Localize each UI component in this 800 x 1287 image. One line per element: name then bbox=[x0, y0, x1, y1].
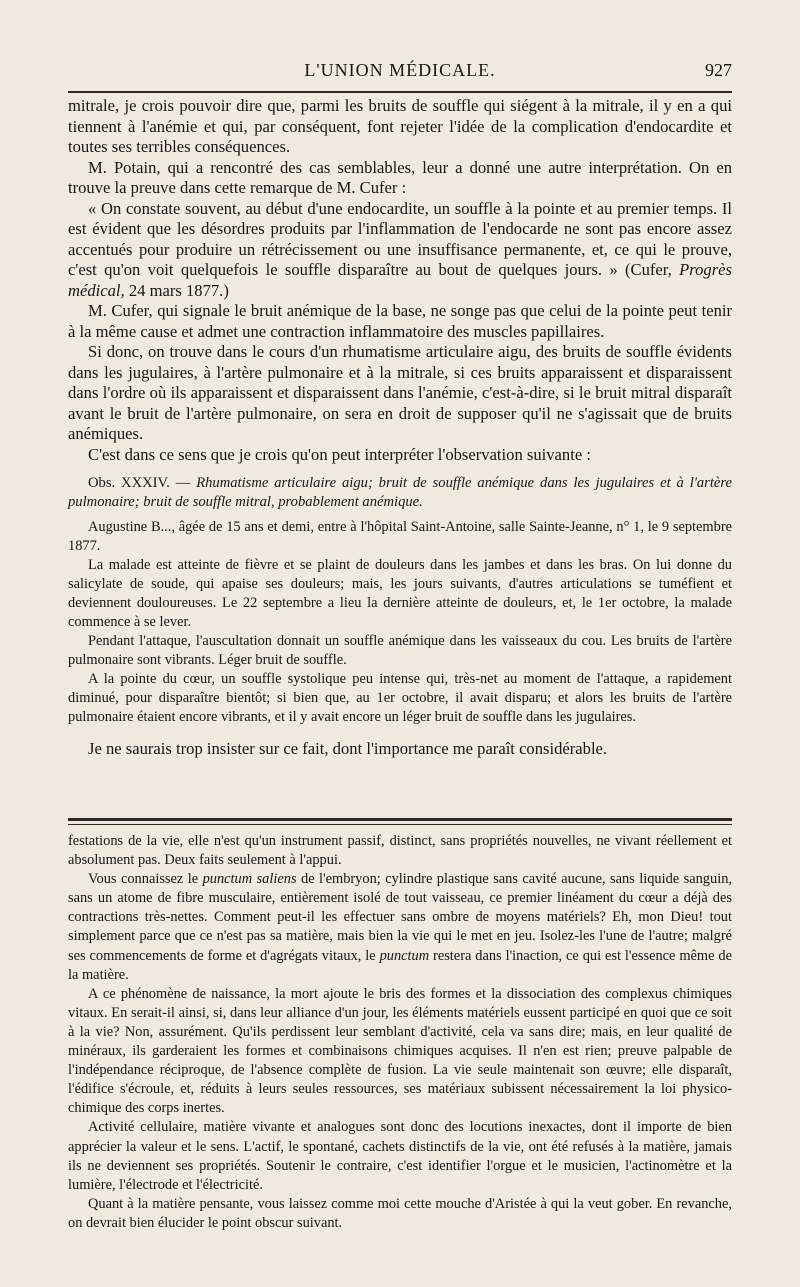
observation-label: Obs. XXXIV. — bbox=[88, 475, 197, 491]
case-report bbox=[68, 518, 732, 727]
header-rule bbox=[68, 91, 732, 93]
page-number: 927 bbox=[705, 60, 732, 80]
running-title: L'UNION MÉDICALE. bbox=[304, 60, 496, 80]
feuilleton-rule bbox=[68, 818, 732, 821]
paragraph-continuation: mitrale, je crois pouvoir dire que, parmi les bruits de souffle qui siégent à la mitrale, il y en a qui tiennent à l'anémie et qui, par conséquent, font rejeter l'idée de la complication d'endocardite et toutes ses terribles conséquences. bbox=[68, 96, 732, 156]
feuilleton-rule-thin bbox=[68, 824, 732, 825]
case-paragraph: Pendant l'attaque, l'auscultation donnait un souffle anémique dans les vaisseaux du cou. Les bruits de l'artère pulmonaire sont vibrants. Léger bruit de souffle. bbox=[68, 633, 732, 668]
text-span: restera dans l'inaction, ce qui est l'essence même de la matière. bbox=[68, 947, 732, 983]
paragraph-cufer: M. Cufer, qui signale le bruit anémique de la base, ne songe pas que celui de la pointe peut tenir à la même cause et admet une contraction inflammatoire des muscles papillaires. bbox=[68, 301, 732, 341]
text-span: Vous connaissez le bbox=[88, 871, 203, 888]
paragraph-conclusion: Je ne saurais trop insister sur ce fait, dont l'importance me paraît considérable. bbox=[88, 739, 608, 758]
feuilleton-column bbox=[68, 832, 732, 1233]
observation-subtitle: Rhumatisme articulaire aigu; bruit de souffle anémique dans les jugulaires et à l'artère pulmonaire; bruit de souffle mitral, probablement anémique. bbox=[68, 475, 732, 510]
feuilleton-paragraph: festations de la vie, elle n'est qu'un instrument passif, distinct, sans propriétés nouvelles, ne vivant réellement et absolument pas. Deux faits seulement à l'appui. bbox=[68, 833, 732, 869]
feuilleton-paragraph: Activité cellulaire, matière vivante et analogues sont donc des locutions inexactes, dont il importe de bien apprécier la valeur et le sens. L'actif, le spontané, cachets distinctifs de la vie, ont été refusés à la matière, jamais ils ne deviennent ses propriétés. Soutenir le contraire, c'est identifier l'orgue et le musicien, l'actinomètre et la lumière, l'électrode et l'électricité. bbox=[68, 1119, 732, 1193]
text-span: de l'embryon; cylindre plastique sans cavité aucune, sans liquide sanguin, sans un atome de fibre musculaire, entièrement isolé de tout vaisseau, ce premier linéament du cœur a déjà des contractions très-nettes. Comment peut-il les effectuer sans ombre de moyens matériels? Eh, mon Dieu! tout simplement parce que ce n'est pas sa matière, mais bien la vie qui le met en jeu. Isolez-les l'une de l'autre; malgré ses commencements de forme et d'agrégats vitaux, le bbox=[68, 871, 732, 964]
quote-source: Progrès médical, bbox=[68, 260, 732, 300]
page-header bbox=[68, 60, 732, 88]
paragraph-interpretation: C'est dans ce sens que je crois qu'on peut interpréter l'observation suivante : bbox=[88, 444, 591, 464]
italic-term: punctum bbox=[379, 947, 430, 964]
feuilleton-paragraph: A ce phénomène de naissance, la mort ajoute le bris des formes et la dissociation des complexus chimiques vitaux. En serait-il ainsi, si, dans leur alliance d'un jour, les éléments matériels eussent participé en quoi que ce soit à la vie? Non, assurément. Qu'ils perdissent leur semblant d'activité, cela va sans dire; mais, en leur qualité de minéraux, ils garderaient les formes et combinaisons chimiques acquises. Il n'en est rien; preuve palpable de l'indépendance réciproque, de l'absence complète de fusion. La vie seule maintenait son œuvre; elle disparaît, l'édifice s'écroule, et, réduits à leurs seules ressources, ses matériaux subissent nécessairement la loi physico-chimique des corps inertes. bbox=[68, 985, 732, 1117]
italic-term: punctum saliens bbox=[202, 871, 297, 888]
paragraph-potain: M. Potain, qui a rencontré des cas semblables, leur a donné une autre interprétation. On en trouve la preuve dans cette remarque de M. Cufer : bbox=[68, 157, 732, 197]
case-paragraph: La malade est atteinte de fièvre et se plaint de douleurs dans les jambes et dans les bras. On lui donne du salicylate de soude, qui apaise ses douleurs; mais, les jours suivants, d'autres articulations se tuméfient et deviennent douloureuses. Le 22 septembre a lieu la dernière atteinte de douleurs, et, le 1er octobre, la malade commence à se lever. bbox=[68, 557, 732, 630]
quote-date: 24 mars 1877.) bbox=[124, 280, 229, 300]
feuilleton-paragraph bbox=[68, 870, 732, 985]
case-paragraph: A la pointe du cœur, un souffle systolique peu intense qui, très-net au moment de l'attaque, a rapidement diminué, pour disparaître bientôt; si bien que, au 1er octobre, il avait disparu; et alors les bruits de l'artère pulmonaire étaient encore vibrants, et il y avait encore un léger bruit de souffle dans les jugulaires. bbox=[68, 671, 732, 725]
paragraph-quote bbox=[68, 199, 732, 302]
feuilleton-paragraph: Quant à la matière pensante, vous laissez comme moi cette mouche d'Aristée à qui la veut gober. En revanche, on devrait bien élucider le point obscur suivant. bbox=[68, 1195, 732, 1231]
observation-title bbox=[68, 474, 732, 512]
case-paragraph: Augustine B..., âgée de 15 ans et demi, entre à l'hôpital Saint-Antoine, salle Sainte-Jeanne, n° 1, le 9 septembre 1877. bbox=[68, 519, 732, 554]
paragraph-si-donc: Si donc, on trouve dans le cours d'un rhumatisme articulaire aigu, des bruits de souffle évidents dans les jugulaires, à l'artère pulmonaire et à la mitrale, si ces bruits apparaissent et disparaissent dans l'ordre où ils apparaissent et disparaissent dans l'anémie, c'est-à-dire, si le bruit mitral disparaît avant le bruit de l'artère pulmonaire, on sera en droit de supposer qu'il ne s'agissait que de bruits anémiques. bbox=[68, 342, 732, 443]
quote-text: « On constate souvent, au début d'une endocardite, un souffle à la pointe et au premier temps. Il est évident que les désordres produits par l'inflammation de l'endocarde ne sont pas encore assez accentués pour produire un rétrécissement ou une insuffisance permanente, et, ce qui le prouve, c'est qu'on voit quelquefois le souffle disparaître au bout de quelques jours. » (Cufer, bbox=[68, 198, 732, 279]
article-column bbox=[68, 96, 732, 760]
